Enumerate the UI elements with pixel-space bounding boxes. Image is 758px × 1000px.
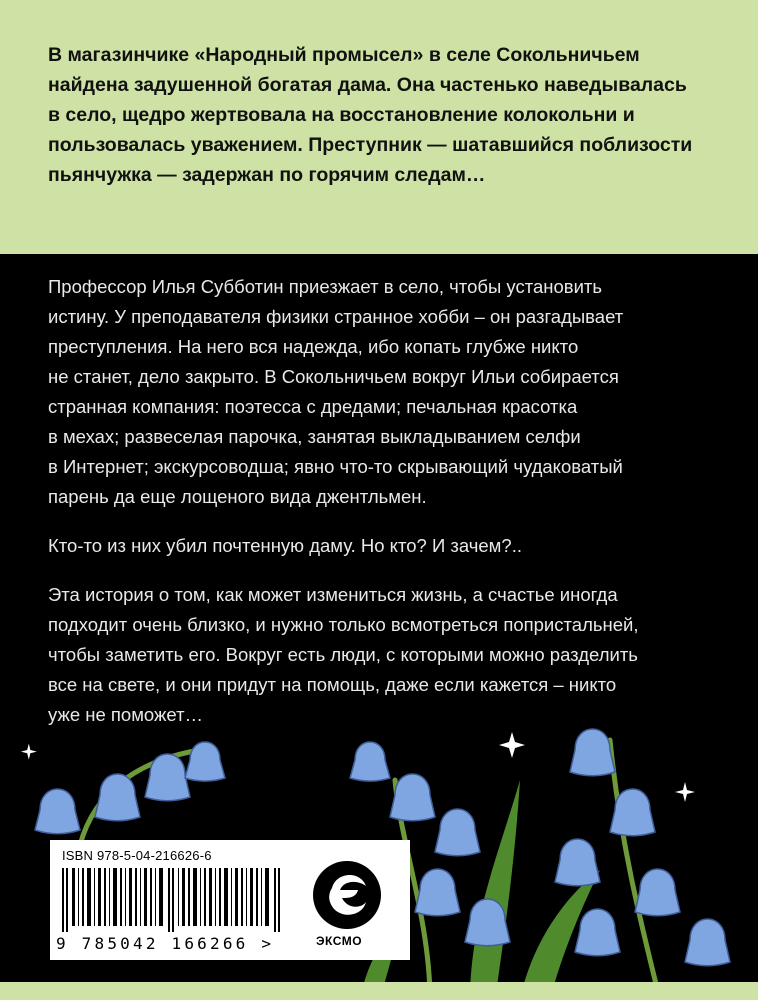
text-line: чтобы заметить его. Вокруг есть люди, с которыми можно разделить [48, 644, 638, 665]
bottom-green-band [0, 982, 758, 1000]
text-line: странная компания: поэтесса с дредами; печальная красотка [48, 396, 578, 417]
paragraph-1 [48, 272, 728, 512]
blurb-line: В магазинчике «Народный промысел» в селе Сокольничьем [48, 44, 640, 66]
publisher-name: ЭКСМО [316, 934, 363, 948]
blurb-line: в село, щедро жертвовала на восстановление колокольни и [48, 104, 635, 126]
text-line: подходит очень близко, и нужно только всмотреться попристальней, [48, 614, 639, 635]
text-line: уже не поможет… [48, 704, 204, 725]
paragraph-3 [48, 580, 728, 730]
text-line: Профессор Илья Субботин приезжает в село, чтобы установить [48, 276, 603, 297]
text-line: в мехах; развеселая парочка, занятая выкладыванием селфи [48, 426, 581, 447]
paragraph-2 [48, 531, 728, 561]
text-line: Эта история о том, как может измениться жизнь, а счастье иногда [48, 584, 618, 605]
blurb-line: пьянчужка — задержан по горячим следам… [48, 164, 486, 186]
isbn-text: ISBN 978-5-04-216626-6 [62, 848, 212, 863]
text-line: все на свете, и они придут на помощь, даже если кажется – никто [48, 674, 617, 695]
barcode-digits: 9 785042 166266 > [56, 934, 275, 953]
text-line: Кто-то из них убил почтенную даму. Но кто? И зачем?.. [48, 535, 522, 556]
text-line: не станет, дело закрыто. В Сокольничьем вокруг Ильи собирается [48, 366, 619, 387]
text-line: истину. У преподавателя физики странное хобби – он разгадывает [48, 306, 624, 327]
text-line: в Интернет; экскурсоводша; явно что-то скрывающий чудаковатый [48, 456, 623, 477]
blurb-line: пользовалась уважением. Преступник — шатавшийся поблизости [48, 134, 693, 156]
text-line: преступления. На него вся надежда, ибо копать глубже никто [48, 336, 579, 357]
barcode-panel [50, 840, 410, 960]
barcode-icon [62, 868, 290, 932]
eksmo-logo-icon [312, 858, 382, 932]
description [48, 272, 728, 730]
text-line: парень да еще лощеного вида джентльмен. [48, 486, 427, 507]
blurb-line: найдена задушенной богатая дама. Она частенько наведывалась [48, 74, 687, 96]
blurb-text [48, 40, 728, 190]
